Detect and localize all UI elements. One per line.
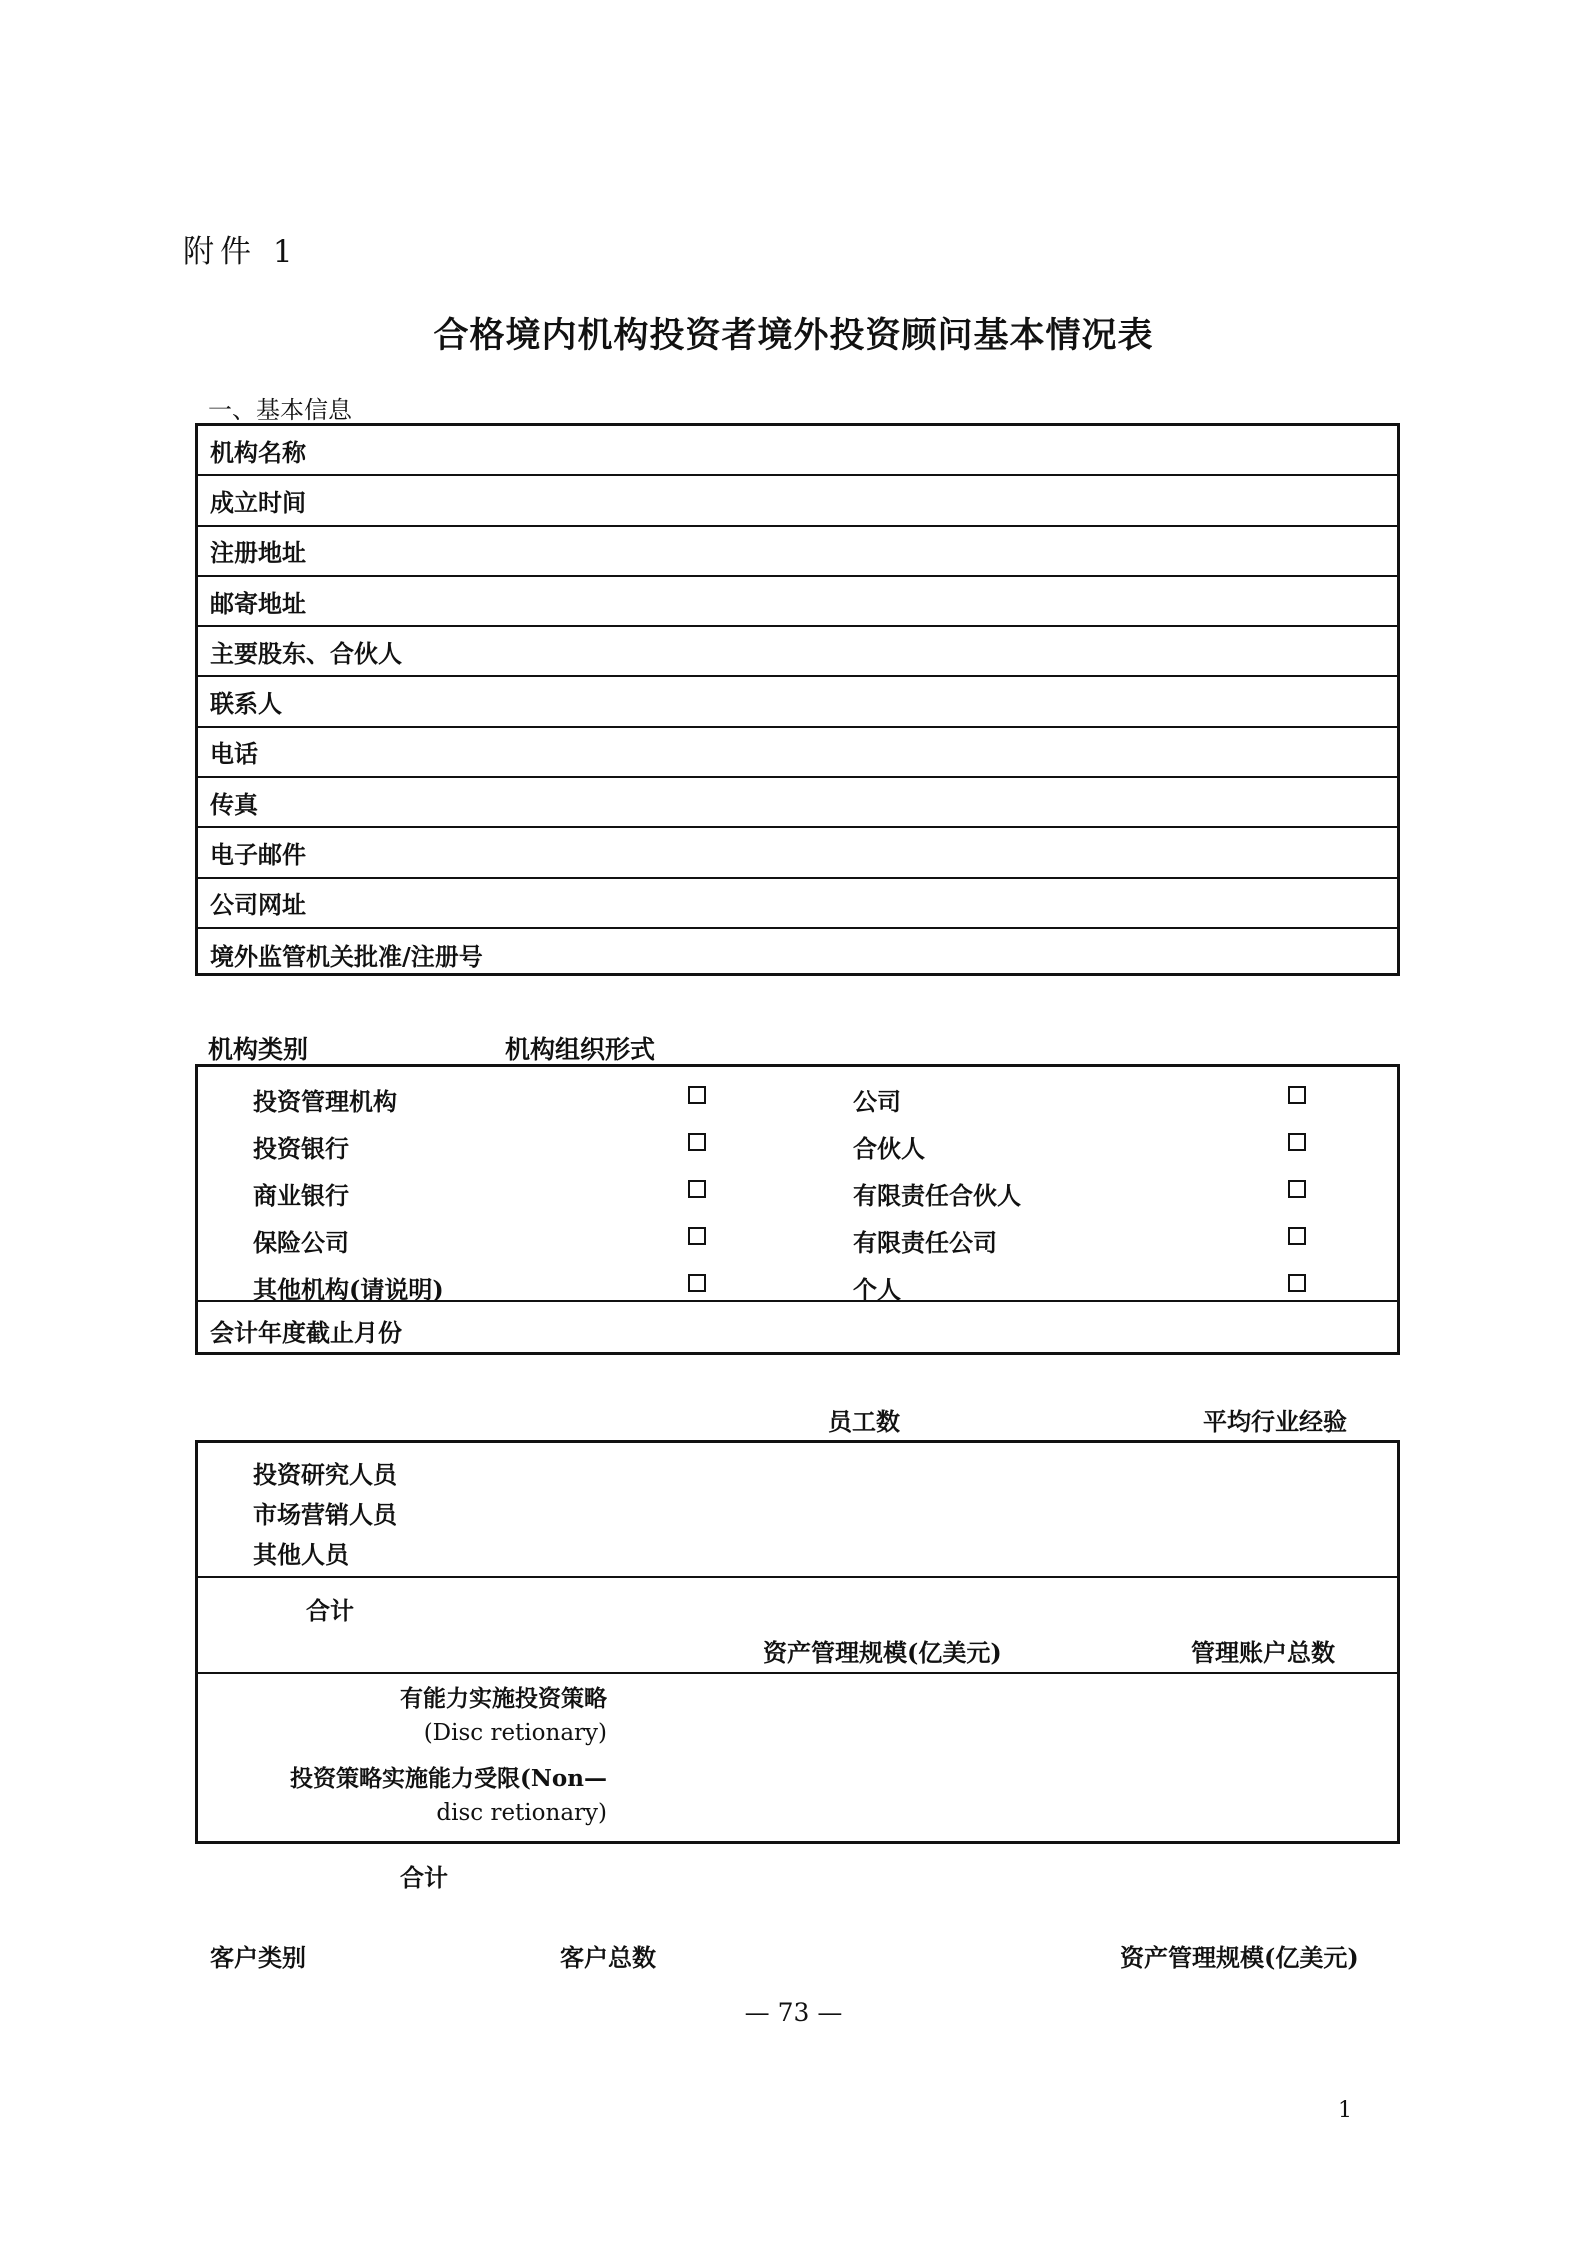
- info-row-reg-address: 注册地址: [198, 527, 1397, 577]
- org-form-partner: 合伙人: [853, 1134, 925, 1163]
- strategy-table: [195, 1670, 1400, 1844]
- org-form-llp: 有限责任合伙人: [853, 1181, 1021, 1210]
- page-title: 合格境内机构投资者境外投资顾问基本情况表: [433, 315, 1154, 356]
- info-row-phone: 电话: [198, 728, 1397, 778]
- org-form-company: 公司: [853, 1087, 901, 1116]
- checkbox-company[interactable]: [1288, 1086, 1306, 1104]
- org-form-individual: 个人: [853, 1275, 901, 1304]
- nondiscretionary-label: 投资策略实施能力受限(Non—: [290, 1765, 607, 1792]
- org-form-label: 机构组织形式: [505, 1035, 656, 1064]
- col-avg-experience: 平均行业经验: [1203, 1407, 1347, 1436]
- staff-row-other: 其他人员: [253, 1540, 349, 1569]
- category-row: [198, 1213, 1397, 1260]
- checkbox-partner[interactable]: [1288, 1133, 1306, 1151]
- info-row-website: 公司网址: [198, 879, 1397, 929]
- section-basic-info-heading: 一、基本信息: [208, 396, 352, 424]
- page-number: — 73 —: [744, 1998, 843, 2027]
- checkbox-commercial-bank[interactable]: [688, 1180, 706, 1198]
- info-row-shareholders: 主要股东、合伙人: [198, 627, 1397, 677]
- staff-row-research: 投资研究人员: [253, 1460, 397, 1489]
- category-row: [198, 1119, 1397, 1166]
- staff-row-marketing: 市场营销人员: [253, 1500, 397, 1529]
- checkbox-investment-mgmt[interactable]: [688, 1086, 706, 1104]
- annex-label: 附件 1: [183, 234, 299, 270]
- staff-table: [195, 1440, 1400, 1672]
- fiscal-year-end-label: 会计年度截止月份: [210, 1318, 402, 1347]
- org-form-llc: 有限责任公司: [853, 1228, 997, 1257]
- checkbox-llc[interactable]: [1288, 1227, 1306, 1245]
- checkbox-insurance[interactable]: [688, 1227, 706, 1245]
- category-table: [195, 1064, 1400, 1355]
- category-label: 机构类别: [208, 1035, 309, 1064]
- col-client-type: 客户类别: [210, 1943, 306, 1972]
- info-row-email: 电子邮件: [198, 828, 1397, 878]
- corner-page-number: 1: [1338, 2098, 1352, 2123]
- col-account-count: 管理账户总数: [1191, 1638, 1335, 1667]
- assets-total: 合计: [400, 1863, 448, 1892]
- col-aum: 资产管理规模(亿美元): [763, 1638, 1002, 1667]
- discretionary-label: 有能力实施投资策略: [400, 1685, 607, 1712]
- category-divider: [198, 1300, 1397, 1302]
- checkbox-investment-bank[interactable]: [688, 1133, 706, 1151]
- staff-total: 合计: [306, 1596, 354, 1625]
- category-other: 其他机构(请说明): [253, 1275, 444, 1304]
- category-insurance: 保险公司: [253, 1228, 349, 1257]
- info-row-mail-address: 邮寄地址: [198, 577, 1397, 627]
- col-client-aum: 资产管理规模(亿美元): [1120, 1943, 1359, 1972]
- info-row-reg-number: 境外监管机关批准/注册号: [210, 941, 483, 971]
- checkbox-other[interactable]: [688, 1274, 706, 1292]
- nondiscretionary-english: disc retionary): [436, 1800, 607, 1826]
- category-investment-mgmt: 投资管理机构: [253, 1087, 397, 1116]
- info-row-fax: 传真: [198, 778, 1397, 828]
- basic-info-table: [195, 423, 1400, 976]
- info-row-contact: 联系人: [198, 677, 1397, 727]
- checkbox-llp[interactable]: [1288, 1180, 1306, 1198]
- checkbox-individual[interactable]: [1288, 1274, 1306, 1292]
- category-row: [198, 1166, 1397, 1213]
- info-row-founded: 成立时间: [198, 476, 1397, 526]
- col-client-count: 客户总数: [560, 1943, 656, 1972]
- category-row: [198, 1072, 1397, 1119]
- category-investment-bank: 投资银行: [253, 1134, 349, 1163]
- discretionary-english: (Disc retionary): [423, 1720, 607, 1746]
- info-row-name: 机构名称: [198, 426, 1397, 476]
- category-commercial-bank: 商业银行: [253, 1181, 349, 1210]
- col-staff-count: 员工数: [828, 1407, 900, 1436]
- staff-divider: [198, 1576, 1397, 1578]
